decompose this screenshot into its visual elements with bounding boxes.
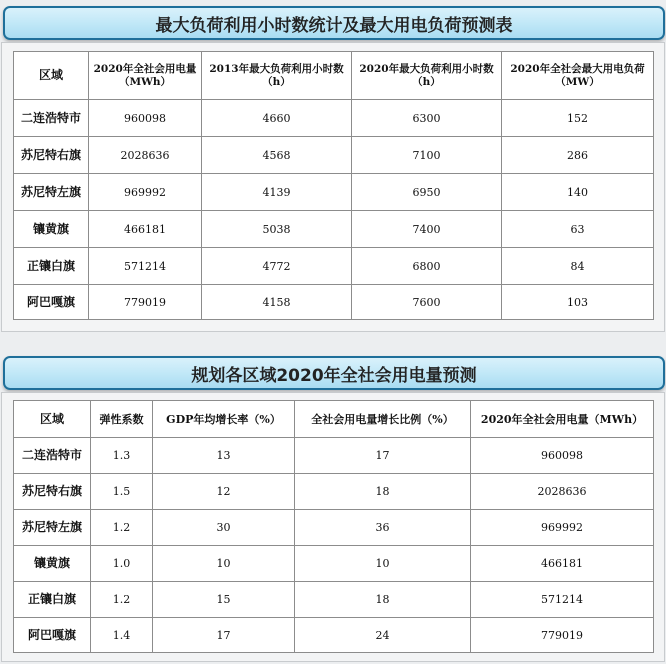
table2-title-banner	[3, 356, 665, 390]
consumption-cell: 779019	[471, 618, 654, 653]
table1-title: 最大负荷利用小时数统计及最大用电负荷预测表	[155, 15, 513, 36]
consumption-cell: 960098	[471, 438, 654, 474]
region-cell: 二连浩特市	[14, 438, 91, 474]
hours-2013-cell: 4158	[202, 285, 352, 320]
region-cell: 镶黄旗	[14, 546, 91, 582]
table-row	[14, 618, 654, 653]
region-cell: 苏尼特左旗	[14, 510, 91, 546]
table-row	[14, 582, 654, 618]
table-row	[14, 438, 654, 474]
table1-header-hours-2013: 2013年最大负荷利用小时数（h）	[202, 52, 352, 100]
table1-header-row	[14, 52, 654, 100]
consumption-growth-cell: 18	[295, 582, 471, 618]
region-cell: 镶黄旗	[14, 211, 89, 248]
elasticity-cell: 1.5	[91, 474, 153, 510]
hours-2020-cell: 6800	[352, 248, 502, 285]
gdp-growth-cell: 13	[153, 438, 295, 474]
region-cell: 阿巴嘎旗	[14, 285, 89, 320]
table-row	[14, 100, 654, 137]
region-cell: 正镶白旗	[14, 248, 89, 285]
table1-header-hours-2020: 2020年最大负荷利用小时数（h）	[352, 52, 502, 100]
elasticity-cell: 1.4	[91, 618, 153, 653]
table1	[13, 51, 654, 320]
gdp-growth-cell: 15	[153, 582, 295, 618]
region-cell: 苏尼特右旗	[14, 474, 91, 510]
table-row	[14, 211, 654, 248]
elasticity-cell: 1.2	[91, 582, 153, 618]
table-row	[14, 174, 654, 211]
table1-header-max-load-2020: 2020年全社会最大用电负荷（MW）	[502, 52, 654, 100]
elasticity-cell: 1.2	[91, 510, 153, 546]
hours-2020-cell: 7600	[352, 285, 502, 320]
table2-header-consumption-2020: 2020年全社会用电量（MWh）	[471, 401, 654, 438]
max-load-cell: 140	[502, 174, 654, 211]
max-load-cell: 152	[502, 100, 654, 137]
hours-2020-cell: 7100	[352, 137, 502, 174]
consumption-cell: 571214	[89, 248, 202, 285]
max-load-cell: 103	[502, 285, 654, 320]
table-row	[14, 510, 654, 546]
table1-title-banner	[3, 6, 665, 40]
elasticity-cell: 1.3	[91, 438, 153, 474]
max-load-cell: 84	[502, 248, 654, 285]
table2	[13, 400, 654, 653]
consumption-cell: 2028636	[89, 137, 202, 174]
hours-2013-cell: 4139	[202, 174, 352, 211]
region-cell: 二连浩特市	[14, 100, 89, 137]
table2-header-row	[14, 401, 654, 438]
elasticity-cell: 1.0	[91, 546, 153, 582]
consumption-growth-cell: 36	[295, 510, 471, 546]
consumption-growth-cell: 17	[295, 438, 471, 474]
hours-2013-cell: 4660	[202, 100, 352, 137]
hours-2020-cell: 7400	[352, 211, 502, 248]
consumption-cell: 2028636	[471, 474, 654, 510]
table-row	[14, 137, 654, 174]
table-row	[14, 546, 654, 582]
table2-header-gdp-growth: GDP年均增长率（%）	[153, 401, 295, 438]
max-load-cell: 63	[502, 211, 654, 248]
hours-2013-cell: 4568	[202, 137, 352, 174]
region-cell: 苏尼特右旗	[14, 137, 89, 174]
consumption-cell: 779019	[89, 285, 202, 320]
consumption-cell: 466181	[471, 546, 654, 582]
consumption-growth-cell: 24	[295, 618, 471, 653]
region-cell: 正镶白旗	[14, 582, 91, 618]
table-row	[14, 474, 654, 510]
table2-header-elasticity: 弹性系数	[91, 401, 153, 438]
consumption-growth-cell: 10	[295, 546, 471, 582]
gdp-growth-cell: 30	[153, 510, 295, 546]
hours-2013-cell: 5038	[202, 211, 352, 248]
max-load-cell: 286	[502, 137, 654, 174]
consumption-cell: 960098	[89, 100, 202, 137]
consumption-cell: 969992	[471, 510, 654, 546]
gdp-growth-cell: 10	[153, 546, 295, 582]
consumption-growth-cell: 18	[295, 474, 471, 510]
consumption-cell: 969992	[89, 174, 202, 211]
consumption-cell: 466181	[89, 211, 202, 248]
table-row	[14, 285, 654, 320]
hours-2020-cell: 6950	[352, 174, 502, 211]
table2-header-region: 区域	[14, 401, 91, 438]
gdp-growth-cell: 12	[153, 474, 295, 510]
table2-title: 规划各区域2020年全社会用电量预测	[191, 365, 477, 386]
hours-2013-cell: 4772	[202, 248, 352, 285]
table2-header-consumption-growth: 全社会用电量增长比例（%）	[295, 401, 471, 438]
table1-header-consumption-2020: 2020年全社会用电量（MWh）	[89, 52, 202, 100]
hours-2020-cell: 6300	[352, 100, 502, 137]
region-cell: 阿巴嘎旗	[14, 618, 91, 653]
consumption-cell: 571214	[471, 582, 654, 618]
table-row	[14, 248, 654, 285]
table1-header-region: 区域	[14, 52, 89, 100]
gdp-growth-cell: 17	[153, 618, 295, 653]
region-cell: 苏尼特左旗	[14, 174, 89, 211]
